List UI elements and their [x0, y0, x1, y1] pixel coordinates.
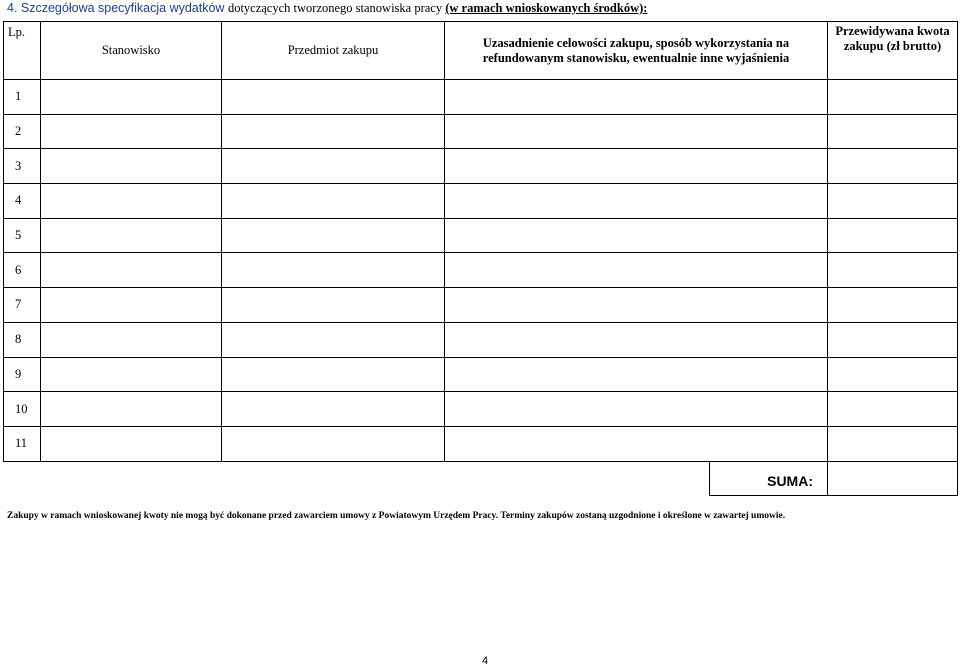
table-header-row	[4, 22, 958, 80]
table-row	[4, 218, 958, 253]
row-number: 2	[4, 114, 41, 149]
page-number: 4	[482, 655, 489, 667]
przedmiot-zakupu-cell[interactable]	[222, 322, 445, 357]
stanowisko-cell[interactable]	[41, 184, 222, 219]
uzasadnienie-cell[interactable]	[445, 80, 828, 115]
row-number: 9	[4, 357, 41, 392]
row-number: 5	[4, 218, 41, 253]
row-number: 1	[4, 80, 41, 115]
przedmiot-zakupu-cell[interactable]	[222, 253, 445, 288]
table-row	[4, 357, 958, 392]
uzasadnienie-cell[interactable]	[445, 184, 828, 219]
stanowisko-cell[interactable]	[41, 426, 222, 461]
kwota-cell[interactable]	[828, 218, 958, 253]
przedmiot-zakupu-cell[interactable]	[222, 184, 445, 219]
stanowisko-cell[interactable]	[41, 253, 222, 288]
section-title-part-2: dotyczących tworzonego stanowiska pracy	[227, 1, 446, 15]
table-row	[4, 80, 958, 115]
przedmiot-zakupu-cell[interactable]	[222, 80, 445, 115]
header-przedmiot-zakupu: Przedmiot zakupu	[222, 22, 445, 80]
table-row	[4, 392, 958, 427]
kwota-cell[interactable]	[828, 149, 958, 184]
uzasadnienie-cell[interactable]	[445, 357, 828, 392]
kwota-cell[interactable]	[828, 322, 958, 357]
table-row	[4, 322, 958, 357]
row-number: 4	[4, 184, 41, 219]
table-row	[4, 114, 958, 149]
przedmiot-zakupu-cell[interactable]	[222, 357, 445, 392]
sum-value-cell[interactable]	[828, 461, 958, 495]
kwota-cell[interactable]	[828, 253, 958, 288]
table-row	[4, 288, 958, 323]
kwota-cell[interactable]	[828, 357, 958, 392]
section-title	[7, 1, 647, 16]
table-row	[4, 426, 958, 461]
stanowisko-cell[interactable]	[41, 149, 222, 184]
table-row	[4, 149, 958, 184]
row-number: 8	[4, 322, 41, 357]
przedmiot-zakupu-cell[interactable]	[222, 114, 445, 149]
przedmiot-zakupu-cell[interactable]	[222, 288, 445, 323]
header-uzasadnienie: Uzasadnienie celowości zakupu, sposób wykorzystania na refundowanym stanowisku, ewentualnie inne wyjaśnienia	[445, 22, 828, 80]
section-title-part-3: (w ramach wnioskowanych środków):	[445, 1, 648, 15]
uzasadnienie-cell[interactable]	[445, 288, 828, 323]
header-stanowisko: Stanowisko	[41, 22, 222, 80]
expense-specification-table	[3, 21, 958, 496]
row-number: 11	[4, 426, 41, 461]
uzasadnienie-cell[interactable]	[445, 322, 828, 357]
stanowisko-cell[interactable]	[41, 392, 222, 427]
uzasadnienie-cell[interactable]	[445, 253, 828, 288]
kwota-cell[interactable]	[828, 80, 958, 115]
kwota-cell[interactable]	[828, 184, 958, 219]
kwota-cell[interactable]	[828, 288, 958, 323]
uzasadnienie-cell[interactable]	[445, 149, 828, 184]
uzasadnienie-cell[interactable]	[445, 114, 828, 149]
stanowisko-cell[interactable]	[41, 80, 222, 115]
stanowisko-cell[interactable]	[41, 357, 222, 392]
table-row	[4, 184, 958, 219]
stanowisko-cell[interactable]	[41, 288, 222, 323]
row-number: 3	[4, 149, 41, 184]
purchase-note: Zakupy w ramach wnioskowanej kwoty nie mogą być dokonane przed zawarciem umowy z Powiatowym Urzędem Pracy. Terminy zakupów zostaną uzgodnione i określone w zawartej umowie.	[7, 511, 786, 521]
przedmiot-zakupu-cell[interactable]	[222, 392, 445, 427]
sum-row	[4, 461, 958, 495]
uzasadnienie-cell[interactable]	[445, 392, 828, 427]
sum-label: SUMA:	[710, 461, 828, 495]
kwota-cell[interactable]	[828, 392, 958, 427]
table-row	[4, 253, 958, 288]
przedmiot-zakupu-cell[interactable]	[222, 426, 445, 461]
stanowisko-cell[interactable]	[41, 322, 222, 357]
row-number: 10	[4, 392, 41, 427]
row-number: 6	[4, 253, 41, 288]
row-number: 7	[4, 288, 41, 323]
stanowisko-cell[interactable]	[41, 114, 222, 149]
uzasadnienie-cell[interactable]	[445, 218, 828, 253]
stanowisko-cell[interactable]	[41, 218, 222, 253]
przedmiot-zakupu-cell[interactable]	[222, 218, 445, 253]
uzasadnienie-cell[interactable]	[445, 426, 828, 461]
kwota-cell[interactable]	[828, 114, 958, 149]
section-title-part-1: 4. Szczegółowa specyfikacja wydatków	[7, 1, 228, 15]
header-lp: Lp.	[4, 22, 41, 80]
header-kwota: Przewidywana kwota zakupu (zł brutto)	[828, 22, 958, 80]
przedmiot-zakupu-cell[interactable]	[222, 149, 445, 184]
kwota-cell[interactable]	[828, 426, 958, 461]
